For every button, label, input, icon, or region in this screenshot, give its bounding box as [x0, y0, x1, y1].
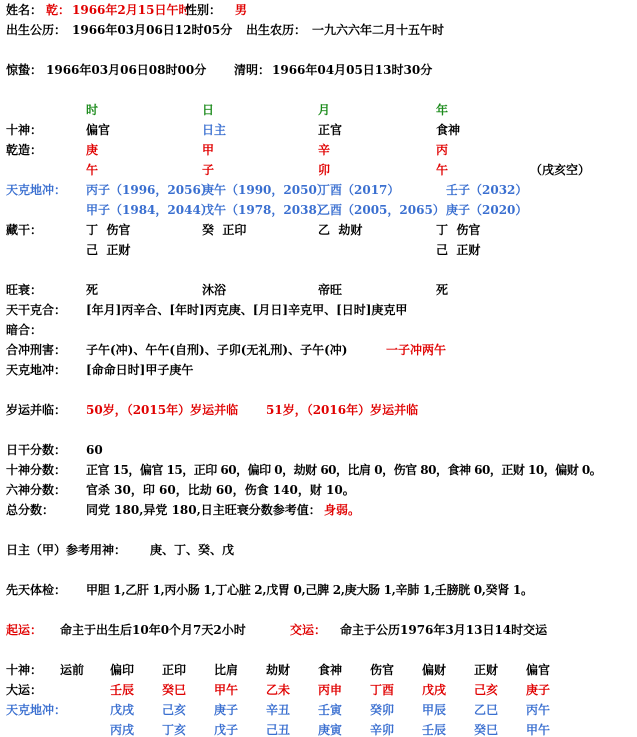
dayun-shishen-cell: 正印 [162, 663, 187, 677]
dayun-tk-cell: 丙戌 [110, 723, 135, 737]
shishen-score-label: 十神分数： [6, 463, 67, 477]
dayun-tk-cell: 壬寅 [318, 703, 343, 717]
name-label: 姓名： [6, 3, 43, 17]
dayun-tk-cell: 戊戌 [110, 703, 135, 717]
anhe-label: 暗合： [6, 323, 43, 337]
tkdc-item: 乙酉（2005，2065） [318, 203, 445, 217]
canggan-item: 丁 伤官 [86, 223, 131, 237]
solar-label: 出生公历： [6, 23, 67, 37]
tkdc-item: 丁酉（2017） [318, 183, 400, 197]
tkdc-item: 丙子（1996，2056） [86, 183, 213, 197]
birth-lunar-short: 1966年2月15日午时 [72, 3, 191, 17]
dayun-shishen-cell: 比肩 [214, 663, 239, 677]
stem-year: 丙 [436, 143, 449, 157]
dayun-cell: 丙申 [318, 683, 343, 697]
lunar-label: 出生农历： [246, 23, 307, 37]
wangshuai-day: 沐浴 [202, 283, 227, 297]
dayun-tk-label: 天克地冲： [6, 703, 67, 717]
jiaoyun-label: 交运： [290, 623, 327, 637]
stem-day: 甲 [202, 143, 215, 157]
suiyun-item: 51岁，（2016年）岁运并临 [266, 403, 419, 417]
dayun-tk-cell: 癸巳 [474, 723, 499, 737]
liuqin-label: 六神分数： [6, 483, 67, 497]
hechong-value: 子午(冲)、午午(自刑)、子卯(无礼刑)、子午(冲) [86, 343, 348, 357]
dayun-shishen-cell: 偏印 [110, 663, 135, 677]
dayun-tk-cell: 甲辰 [422, 703, 447, 717]
yongshen-value: 庚、丁、癸、戊 [150, 543, 235, 557]
branch-month: 卯 [318, 163, 331, 177]
wangshuai-hour: 死 [86, 283, 99, 297]
shishen-month: 正官 [318, 123, 343, 137]
dayun-tk-cell: 己亥 [162, 703, 187, 717]
tkdc-label: 天克地冲： [6, 183, 67, 197]
kong-note: （戌亥空） [530, 163, 591, 177]
suiyun-item: 50岁，（2015年）岁运并临 [86, 403, 239, 417]
dayun-cell: 乙未 [266, 683, 291, 697]
hechong-note: 一子冲两午 [386, 343, 447, 357]
total-label: 总分数： [6, 503, 55, 517]
tianke-value: [命命日时]甲子庚午 [86, 363, 194, 377]
rigan-value: 60 [86, 443, 103, 457]
canggan-item: 癸 正印 [202, 223, 247, 237]
dayun-tk-cell: 庚子 [214, 703, 239, 717]
qiyun-label: 起运： [6, 623, 43, 637]
shishen-label: 十神： [6, 123, 43, 137]
stem-hour: 庚 [86, 143, 99, 157]
canggan-label: 藏干： [6, 223, 43, 237]
tkdc-item: 庚午（1990，2050） [202, 183, 329, 197]
branch-hour: 午 [86, 163, 99, 177]
qingming-date: 1966年04月05日13时30分 [272, 63, 433, 77]
dayun-yunqian: 运前 [60, 663, 85, 677]
suiyun-label: 岁运并临： [6, 403, 67, 417]
qianzao-label: 乾造： [6, 143, 43, 157]
dayun-label: 大运： [6, 683, 43, 697]
shishen-score-value: 正官 15，偏官 15，正印 60，偏印 0，劫财 60，比肩 0，伤官 80，食神 60，正财 10，偏财 0。 [86, 463, 602, 477]
rigan-label: 日干分数： [6, 443, 67, 457]
dayun-tk-cell: 癸卯 [370, 703, 395, 717]
dayun-tk-cell: 丙午 [526, 703, 551, 717]
lunar-date: 一九六六年二月十五午时 [312, 23, 445, 37]
tijian-value: 甲胆 1,乙肝 1,丙小肠 1,丁心脏 2,戊胃 0,己脾 2,庚大肠 1,辛肺 1,壬膀胱 0,癸肾 1。 [86, 583, 533, 597]
branch-day: 子 [202, 163, 215, 177]
tkdc-item: 壬子（2032） [446, 183, 528, 197]
dayun-tk-cell: 己丑 [266, 723, 291, 737]
qian-label: 乾： [46, 3, 71, 17]
canggan-item: 己 正财 [86, 243, 131, 257]
dayun-shishen-label: 十神： [6, 663, 43, 677]
dayun-tk-cell: 庚寅 [318, 723, 343, 737]
wangshuai-year: 死 [436, 283, 449, 297]
wangshuai-month: 帝旺 [318, 283, 343, 297]
liuqin-value: 官杀 30，印 60，比劫 60，伤食 140，财 10。 [86, 483, 355, 497]
yongshen-label: 日主（甲）参考用神： [6, 543, 127, 557]
jingzhe-label: 惊蛰： [6, 63, 43, 77]
branch-year: 午 [436, 163, 449, 177]
dayun-tk-cell: 甲午 [526, 723, 551, 737]
dayun-tk-cell: 丁亥 [162, 723, 187, 737]
total-value: 同党 180,异党 180,日主旺衰分数参考值： [86, 503, 321, 517]
dayun-shishen-cell: 偏财 [422, 663, 447, 677]
pillar-header-year: 年 [436, 103, 449, 117]
tkdc-item: 戊午（1978，2038） [202, 203, 329, 217]
pillar-header-day: 日 [202, 103, 215, 117]
dayun-shishen-cell: 食神 [318, 663, 343, 677]
stem-month: 辛 [318, 143, 331, 157]
qingming-label: 清明： [234, 63, 271, 77]
dayun-shishen-cell: 伤官 [370, 663, 395, 677]
tiangan-label: 天干克合： [6, 303, 67, 317]
dayun-cell: 戊戌 [422, 683, 447, 697]
dayun-shishen-cell: 劫财 [266, 663, 291, 677]
shishen-year: 食神 [436, 123, 461, 137]
dayun-cell: 甲午 [214, 683, 239, 697]
tkdc-item: 甲子（1984，2044） [86, 203, 213, 217]
total-result: 身弱。 [324, 503, 361, 517]
pillar-header-month: 月 [318, 103, 331, 117]
jingzhe-date: 1966年03月06日08时00分 [46, 63, 207, 77]
dayun-cell: 庚子 [526, 683, 551, 697]
dayun-shishen-cell: 偏官 [526, 663, 551, 677]
tiangan-value: [年月]丙辛合、[年时]丙克庚、[月日]辛克甲、[日时]庚克甲 [86, 303, 408, 317]
dayun-cell: 己亥 [474, 683, 499, 697]
hechong-label: 合冲刑害： [6, 343, 67, 357]
solar-date: 1966年03月06日12时05分 [72, 23, 233, 37]
wangshuai-label: 旺衰： [6, 283, 43, 297]
dayun-cell: 癸巳 [162, 683, 187, 697]
shishen-day: 日主 [202, 123, 227, 137]
tkdc-item: 庚子（2020） [446, 203, 528, 217]
pillar-header-hour: 时 [86, 103, 99, 117]
gender-label: 性别： [185, 3, 222, 17]
dayun-tk-cell: 辛丑 [266, 703, 291, 717]
qiyun-value: 命主于出生后10年0个月7天2小时 [60, 623, 246, 637]
dayun-tk-cell: 戊子 [214, 723, 239, 737]
jiaoyun-value: 命主于公历1976年3月13日14时交运 [340, 623, 548, 637]
dayun-tk-cell: 乙巳 [474, 703, 499, 717]
canggan-item: 己 正财 [436, 243, 481, 257]
dayun-tk-cell: 辛卯 [370, 723, 395, 737]
canggan-item: 乙 劫财 [318, 223, 363, 237]
canggan-item: 丁 伤官 [436, 223, 481, 237]
shishen-hour: 偏官 [86, 123, 111, 137]
dayun-cell: 壬辰 [110, 683, 135, 697]
dayun-tk-cell: 壬辰 [422, 723, 447, 737]
tianke-label: 天克地冲： [6, 363, 67, 377]
tijian-label: 先天体检： [6, 583, 67, 597]
gender-value: 男 [235, 3, 248, 17]
dayun-shishen-cell: 正财 [474, 663, 499, 677]
dayun-cell: 丁酉 [370, 683, 395, 697]
